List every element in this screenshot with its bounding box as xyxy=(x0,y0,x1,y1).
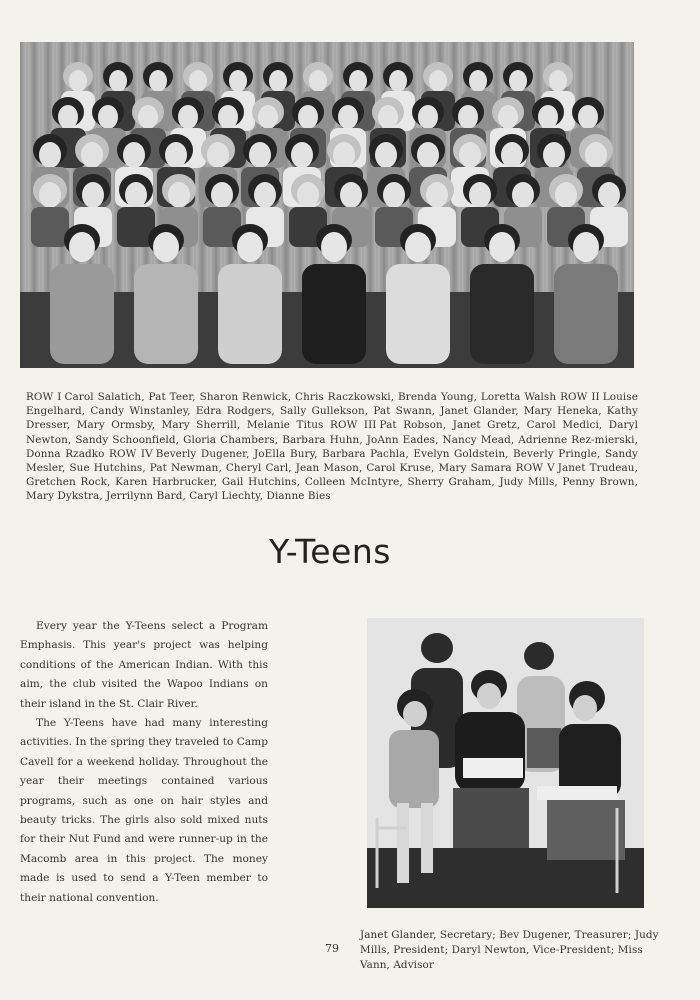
group-photo-caption xyxy=(26,390,638,504)
officers-photo-image xyxy=(367,618,644,908)
caption-row-names: Carol Salatich, Pat Teer, Sharon Renwick, Chris Raczkowski, Brenda Young, Loretta Walsh xyxy=(64,391,557,403)
caption-row-names: Louise Engelhard, Candy Winstanley, Edra Rodgers, Sally Gullekson, Pat Swann, Janet Glander, Mary Heneka, Kathy Dresser, Mary Ormsby, Mary Sherrill, Melanie Titus xyxy=(26,391,638,432)
caption-row-names: Janet Trudeau, Gretchen Rock, Karen Harbrucker, Gail Hutchins, Colleen McIntyre, Sherry Graham, Judy Mills, Penny Brown, Mary Dykstra, Jerrilynn Bard, Caryl Liechty, Dianne Bies xyxy=(26,462,638,503)
caption-row-names: Pat Robson, Janet Gretz, Carol Medici, Daryl Newton, Sandy Schoonfield, Gloria Chambers, Barbara Huhn, JoAnn Eades, Nancy Mead, Adrienne Rez-mierski, Donna Rzadko xyxy=(26,419,638,460)
paragraph-1: Every year the Y-Teens select a Program Emphasis. This year's project was helping conditions of the American Indian. With this aim, the club visited the Wapoo Indians on their island in the St. Clair River. xyxy=(20,620,268,710)
article-body xyxy=(20,617,268,908)
group-photo xyxy=(20,42,634,368)
caption-row-names: Beverly Dugener, JoElla Bury, Barbara Pachla, Evelyn Goldstein, Beverly Pringle, Sandy Mesler, Sue Hutchins, Pat Newman, Cheryl Carl, Jean Mason, Carol Kruse, Mary Samara xyxy=(26,447,639,475)
caption-row-label: ROW III xyxy=(330,419,377,432)
caption-row-label: ROW IV xyxy=(109,447,153,460)
page-title: Y-Teens xyxy=(269,532,391,571)
paragraph-2: The Y-Teens have had many interesting activities. In the spring they traveled to Camp Cavell for a weekend holiday. Throughout the year their meetings contained various programs, such as one on hair styles and beauty tricks. The girls also sold mixed nuts for their Nut Fund and were runner-up in the Macomb area in this project. The money made is used to send a Y-Teen member to their national convention. xyxy=(20,717,268,904)
caption-row-label: ROW I xyxy=(26,391,62,403)
officers-photo-caption: Janet Glander, Secretary; Bev Dugener, Treasurer; Judy Mills, President; Daryl Newton, Vice-President; Miss Vann, Advisor xyxy=(360,929,659,971)
group-photo-image xyxy=(20,42,634,368)
caption-row-label: ROW II xyxy=(560,391,600,403)
officers-photo xyxy=(367,618,644,908)
caption-row-label: ROW V xyxy=(515,462,555,475)
page-number: 79 xyxy=(325,942,339,955)
